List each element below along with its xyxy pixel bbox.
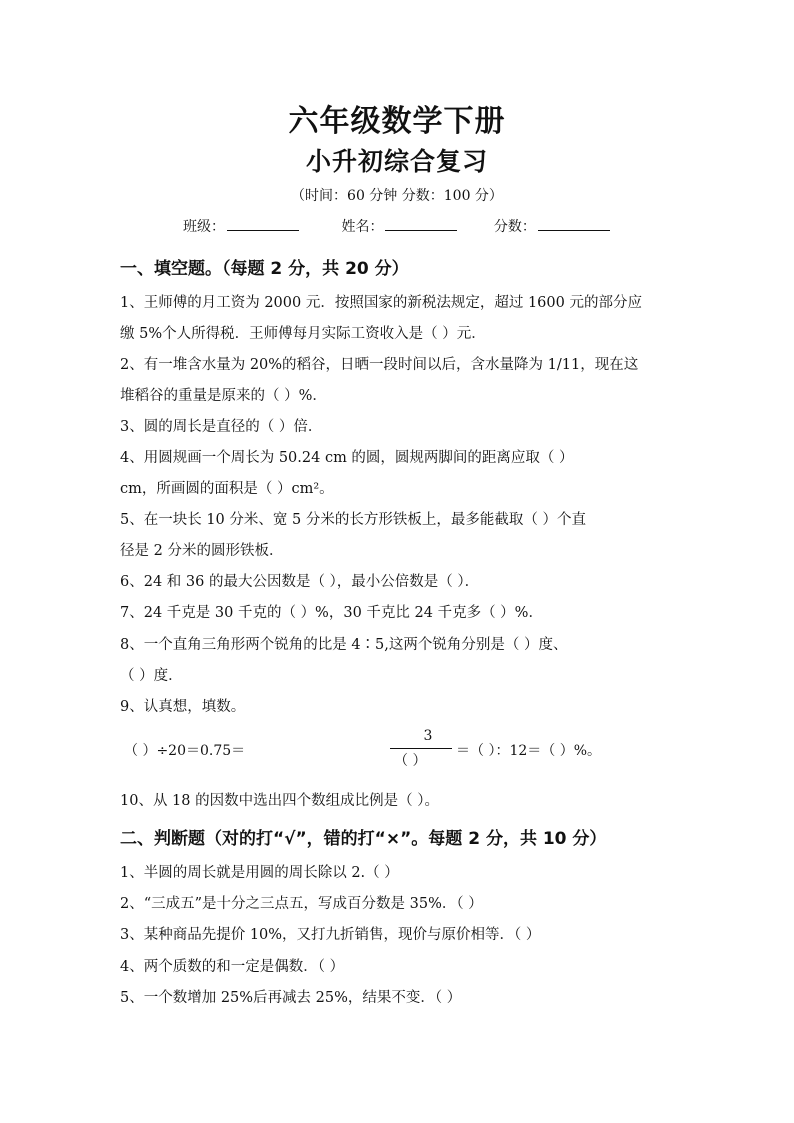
question-line: 10、从 18 的因数中选出四个数组成比例是（ ）。 <box>120 793 439 809</box>
question-line: 3、圆的周长是直径的（ ）倍． <box>120 419 323 435</box>
question-line: 6、24 和 36 的最大公因数是（ ），最小公倍数是（ ）． <box>120 574 480 590</box>
score-label: 分数： <box>493 219 536 235</box>
judgement-line: 4、两个质数的和一定是偶数．（ ） <box>120 959 345 975</box>
judgement-line: 3、某种商品先提价 10%，又打九折销售，现价与原价相等．（ ） <box>120 927 541 943</box>
fraction-bar <box>390 748 452 749</box>
student-info-row <box>183 216 610 236</box>
question-line: cm，所画圆的面积是（ ）cm²。 <box>120 481 334 497</box>
question-line: 9、认真想，填数。 <box>120 699 246 715</box>
question-line: 8、一个直角三角形两个锐角的比是 4∶5,这两个锐角分别是（ ）度、 <box>120 637 568 653</box>
class-field <box>183 216 299 236</box>
question-line: 4、用圆规画一个周长为 50.24 cm 的圆，圆规两脚间的距离应取（ ） <box>120 450 574 466</box>
page-subtitle: 小升初综合复习 <box>305 147 488 176</box>
fraction-denominator: （ ） <box>394 753 427 769</box>
judgement-line: 1、半圆的周长就是用圆的周长除以 2.（ ） <box>120 865 399 881</box>
question-line: 7、24 千克是 30 千克的（ ）%，30 千克比 24 千克多（ ）%． <box>120 605 543 621</box>
fraction-numerator: 3 <box>423 728 433 744</box>
question-line: （ ）度． <box>120 668 183 684</box>
score-blank[interactable] <box>538 216 610 231</box>
equation-right: ＝（ ）：12＝（ ）%。 <box>456 743 602 759</box>
judgement-line: 5、一个数增加 25%后再减去 25%，结果不变．（ ） <box>120 990 462 1006</box>
question-line: 径是 2 分米的圆形铁板． <box>120 543 284 559</box>
equation-left: （ ）÷20＝0.75＝ <box>124 743 246 759</box>
section2-heading: 二、判断题（对的打“√”，错的打“×”。每题 2 分，共 10 分） <box>120 829 607 849</box>
name-field <box>341 216 457 236</box>
class-blank[interactable] <box>227 216 299 231</box>
name-blank[interactable] <box>385 216 457 231</box>
fraction-equation <box>124 728 684 778</box>
judgement-line: 2、“三成五”是十分之三点五，写成百分数是 35%．（ ） <box>120 896 483 912</box>
question-line: 1、王师傅的月工资为 2000 元．按照国家的新税法规定，超过 1600 元的部分应 <box>120 295 642 311</box>
question-line: 堆稻谷的重量是原来的（ ）%． <box>120 388 327 404</box>
name-label: 姓名： <box>341 219 384 235</box>
question-line: 2、有一堆含水量为 20%的稻谷，日晒一段时间以后，含水量降为 1/11，现在这 <box>120 357 639 373</box>
exam-meta: （时间：60 分钟 分数：100 分） <box>291 188 503 204</box>
question-line: 缴 5%个人所得税．王师傅每月实际工资收入是（ ）元． <box>120 326 486 342</box>
page-title: 六年级数学下册 <box>288 104 506 139</box>
class-label: 班级： <box>183 219 225 235</box>
score-field <box>494 216 610 236</box>
question-line: 5、在一块长 10 分米、宽 5 分米的长方形铁板上，最多能截取（ ）个直 <box>120 512 586 528</box>
section1-heading: 一、填空题。（每题 2 分，共 20 分） <box>120 259 409 279</box>
